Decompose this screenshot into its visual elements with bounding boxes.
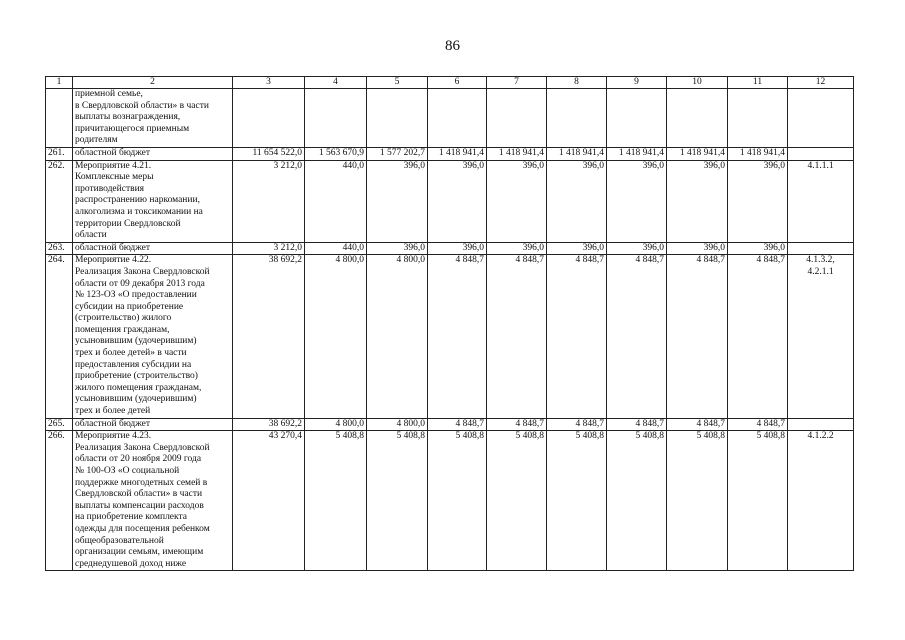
amount-cell: 1 418 941,4 — [428, 147, 487, 160]
column-header: 3 — [233, 77, 305, 89]
target-code-cell — [788, 89, 854, 148]
column-header: 11 — [728, 77, 788, 89]
item-name-line: одежды для посещения ребенком — [75, 523, 210, 534]
item-name-line: Свердловской области» в части — [75, 489, 203, 500]
amount-cell: 396,0 — [367, 160, 428, 242]
column-header: 6 — [428, 77, 487, 89]
item-name-line: субсидии на приобретение — [75, 301, 184, 312]
item-name-line: приемной семье, — [75, 89, 143, 99]
item-name-line: алкоголизма и токсикомании на — [75, 206, 203, 217]
item-name-line: областной бюджет — [75, 242, 151, 253]
amount-cell: 396,0 — [728, 160, 788, 242]
item-name-cell — [73, 242, 233, 255]
amount-cell: 396,0 — [728, 242, 788, 255]
column-header: 7 — [487, 77, 547, 89]
target-code-cell — [788, 242, 854, 255]
amount-cell: 5 408,8 — [367, 431, 428, 571]
item-name-line: Реализация Закона Свердловской — [75, 442, 210, 453]
amount-cell: 4 800,0 — [305, 418, 367, 431]
amount-cell: 396,0 — [428, 160, 487, 242]
column-header: 8 — [547, 77, 607, 89]
item-name-line: причитающегося приемным — [75, 123, 190, 134]
amount-cell: 4 848,7 — [728, 255, 788, 418]
target-code-cell — [788, 418, 854, 431]
table-row — [46, 160, 854, 242]
item-name-cell — [73, 160, 233, 242]
amount-cell: 4 800,0 — [367, 418, 428, 431]
amount-cell: 4 848,7 — [667, 255, 728, 418]
column-header: 2 — [73, 77, 233, 89]
item-name-line: трех и более детей — [75, 406, 151, 417]
amount-cell: 4 848,7 — [607, 418, 667, 431]
row-number-cell: 262. — [46, 160, 73, 242]
table-row — [46, 89, 854, 148]
item-name-line: предоставления субсидии на — [75, 359, 192, 370]
amount-cell: 5 408,8 — [547, 431, 607, 571]
item-name-line: Реализация Закона Свердловской — [75, 266, 210, 277]
item-name-cell — [73, 255, 233, 418]
item-name-line: жилого помещения гражданам, — [75, 382, 202, 393]
amount-cell: 396,0 — [667, 160, 728, 242]
amount-cell: 1 418 941,4 — [547, 147, 607, 160]
row-number-cell: 266. — [46, 431, 73, 571]
amount-cell — [305, 89, 367, 148]
item-name-cell — [73, 89, 233, 148]
amount-cell — [607, 89, 667, 148]
item-name-line: области от 09 декабря 2013 года — [75, 278, 205, 289]
target-code-line: 4.1.3.2, — [806, 255, 835, 266]
amount-cell — [728, 89, 788, 148]
column-header: 12 — [788, 77, 854, 89]
table-row — [46, 255, 854, 418]
amount-cell: 396,0 — [607, 242, 667, 255]
amount-cell: 396,0 — [547, 242, 607, 255]
item-name-line: усыновившим (удочерившим) — [75, 336, 197, 347]
row-number-cell: 264. — [46, 255, 73, 418]
item-name-line: трех и более детей» в части — [75, 348, 187, 359]
row-number-cell: 265. — [46, 418, 73, 431]
amount-cell: 38 692,2 — [233, 418, 305, 431]
column-header: 1 — [46, 77, 73, 89]
amount-cell: 5 408,8 — [428, 431, 487, 571]
table-body — [46, 89, 854, 571]
amount-cell: 5 408,8 — [667, 431, 728, 571]
amount-cell: 4 800,0 — [305, 255, 367, 418]
amount-cell: 5 408,8 — [487, 431, 547, 571]
item-name-line: области — [75, 230, 107, 241]
amount-cell: 4 848,7 — [547, 418, 607, 431]
column-header: 4 — [305, 77, 367, 89]
table-row — [46, 242, 854, 255]
amount-cell: 4 848,7 — [487, 255, 547, 418]
amount-cell: 396,0 — [487, 242, 547, 255]
table-row — [46, 418, 854, 431]
row-number-cell: 263. — [46, 242, 73, 255]
item-name-line: организации семьям, имеющим — [75, 547, 204, 558]
item-name-line: области от 20 ноября 2009 года — [75, 454, 202, 465]
amount-cell: 1 577 202,7 — [367, 147, 428, 160]
amount-cell: 396,0 — [367, 242, 428, 255]
item-name-line: Комплексные меры — [75, 172, 154, 183]
item-name-line: территории Свердловской — [75, 218, 181, 229]
target-code-cell — [788, 255, 854, 418]
table-header-row — [46, 77, 854, 89]
item-name-line: областной бюджет — [75, 418, 151, 429]
amount-cell: 4 848,7 — [607, 255, 667, 418]
item-name-line: Мероприятие 4.22. — [75, 255, 152, 266]
amount-cell: 4 848,7 — [487, 418, 547, 431]
amount-cell: 4 848,7 — [728, 418, 788, 431]
budget-table — [45, 76, 854, 571]
amount-cell: 396,0 — [487, 160, 547, 242]
item-name-line: помещения гражданам, — [75, 324, 170, 335]
amount-cell: 396,0 — [547, 160, 607, 242]
item-name-cell — [73, 147, 233, 160]
item-name-line: родителям — [75, 135, 118, 146]
amount-cell — [547, 89, 607, 148]
item-name-line: приобретение (строительство) — [75, 371, 198, 382]
item-name-line: поддержке многодетных семей в — [75, 477, 208, 488]
table-row — [46, 147, 854, 160]
amount-cell: 43 270,4 — [233, 431, 305, 571]
amount-cell: 1 418 941,4 — [607, 147, 667, 160]
item-name-line: противодействия — [75, 183, 145, 194]
item-name-line: (строительство) жилого — [75, 313, 172, 324]
amount-cell: 3 212,0 — [233, 242, 305, 255]
amount-cell: 1 563 670,9 — [305, 147, 367, 160]
amount-cell — [367, 89, 428, 148]
row-number-cell — [46, 89, 73, 148]
item-name-line: распространению наркомании, — [75, 195, 200, 206]
column-header: 5 — [367, 77, 428, 89]
amount-cell: 5 408,8 — [728, 431, 788, 571]
amount-cell: 4 848,7 — [667, 418, 728, 431]
item-name-line: общеобразовательной — [75, 535, 164, 546]
amount-cell: 4 800,0 — [367, 255, 428, 418]
item-name-line: выплаты вознаграждения, — [75, 112, 181, 123]
target-code-line: 4.1.2.2 — [807, 431, 834, 442]
amount-cell: 440,0 — [305, 242, 367, 255]
target-code-line: 4.1.1.1 — [807, 160, 834, 171]
item-name-line: среднедушевой доход ниже — [75, 558, 187, 569]
item-name-cell — [73, 418, 233, 431]
amount-cell: 4 848,7 — [428, 255, 487, 418]
item-name-line: Мероприятие 4.21. — [75, 160, 152, 171]
item-name-line: № 100-ОЗ «О социальной — [75, 466, 180, 476]
column-header: 10 — [667, 77, 728, 89]
amount-cell: 11 654 522,0 — [233, 147, 305, 160]
item-name-cell — [73, 431, 233, 571]
amount-cell — [428, 89, 487, 148]
target-code-cell — [788, 431, 854, 571]
item-name-line: выплаты компенсации расходов — [75, 500, 204, 511]
item-name-line: областной бюджет — [75, 147, 151, 158]
item-name-line: Мероприятие 4.23. — [75, 431, 152, 442]
page-number: 86 — [445, 38, 460, 54]
row-number-cell: 261. — [46, 147, 73, 160]
amount-cell: 396,0 — [667, 242, 728, 255]
amount-cell: 1 418 941,4 — [728, 147, 788, 160]
amount-cell — [233, 89, 305, 148]
item-name-line: № 123-ОЗ «О предоставлении — [75, 290, 197, 301]
table-row — [46, 431, 854, 571]
target-code-cell — [788, 160, 854, 242]
amount-cell: 1 418 941,4 — [487, 147, 547, 160]
item-name-line: на приобретение комплекта — [75, 512, 188, 523]
column-header: 9 — [607, 77, 667, 89]
amount-cell: 440,0 — [305, 160, 367, 242]
amount-cell — [487, 89, 547, 148]
amount-cell: 3 212,0 — [233, 160, 305, 242]
item-name-line: усыновившим (удочерившим) — [75, 394, 197, 405]
amount-cell: 38 692,2 — [233, 255, 305, 418]
target-code-cell — [788, 147, 854, 160]
item-name-line: в Свердловской области» в части — [75, 100, 209, 111]
amount-cell: 5 408,8 — [305, 431, 367, 571]
amount-cell: 396,0 — [428, 242, 487, 255]
target-code-line: 4.2.1.1 — [807, 266, 834, 277]
amount-cell: 4 848,7 — [547, 255, 607, 418]
amount-cell: 5 408,8 — [607, 431, 667, 571]
amount-cell: 4 848,7 — [428, 418, 487, 431]
amount-cell: 1 418 941,4 — [667, 147, 728, 160]
amount-cell: 396,0 — [607, 160, 667, 242]
amount-cell — [667, 89, 728, 148]
